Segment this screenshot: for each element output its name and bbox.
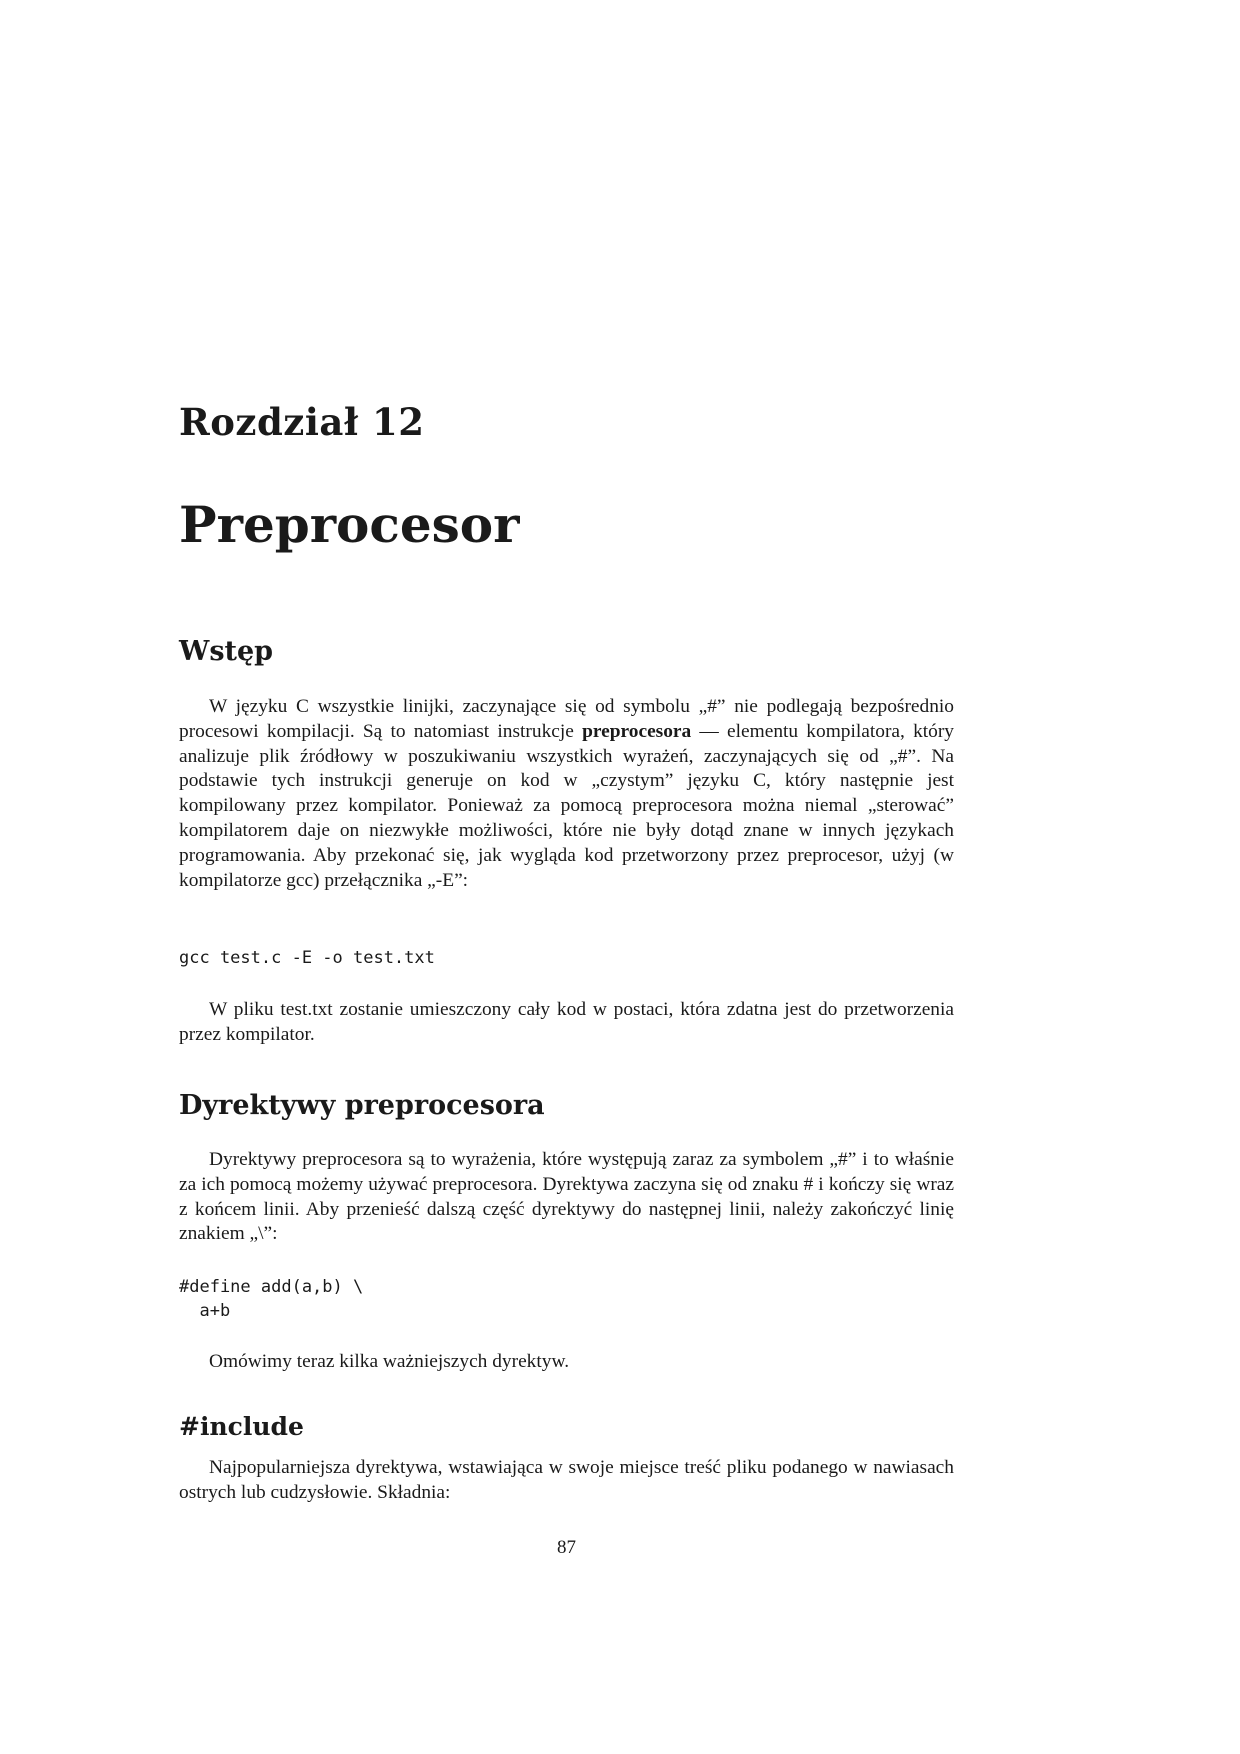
directives-paragraph [179, 1148, 954, 1247]
gcc-command-code: gcc test.c -E -o test.txt [179, 948, 435, 968]
preprocessor-term: preprocesora [582, 720, 692, 742]
intro-paragraph-text-start: W języku C wszystkie linijki, zaczynające się od symbolu „#” nie podlegają bezpośrednio procesowi kompilacji. Są to natomiast instrukcje [179, 696, 954, 742]
section-heading-intro: Wstęp [179, 636, 274, 667]
page-number: 87 [557, 1537, 576, 1558]
directives-paragraph-text: Dyrektywy preprocesora są to wyrażenia, które występują zaraz za symbolem „#” i to właśnie za ich pomocą możemy używać preprocesora. Dyrektywa zaczyna się od znaku # i kończy się wraz z końcem linii. Aby przenieść dalszą część dyrektywy do następnej linii, należy zakończyć linię znakiem „\”: [179, 1149, 954, 1245]
directives-paragraph-2-text: Omówimy teraz kilka ważniejszych dyrektyw. [209, 1351, 570, 1372]
intro-paragraph [179, 695, 954, 893]
intro-paragraph-2 [179, 998, 954, 1048]
define-code-line-2: a+b [179, 1301, 231, 1321]
section-heading-directives: Dyrektywy preprocesora [179, 1090, 545, 1121]
chapter-title: Preprocesor [179, 495, 520, 554]
include-paragraph-text: Najpopularniejsza dyrektywa, wstawiająca w swoje miejsce treść pliku podanego w nawiasach ostrych lub cudzysłowie. Składnia: [179, 1457, 954, 1503]
section-heading-include: #include [179, 1412, 304, 1441]
intro-paragraph-text-end: — elementu kompilatora, który analizuje plik źródłowy w poszukiwaniu wszystkich wyrażeń, zaczynających się od „#”. Na podstawie tych instrukcji generuje on kod w „czystym” języku C, który następnie jest kompilowany przez kompilator. Ponieważ za pomocą preprocesora można niemal „sterować” kompilatorem daje on niezwykłe możliwości, które nie były dotąd znane w innych językach programowania. Aby przekonać się, jak wygląda kod przetworzony przez preprocesor, użyj (w kompilatorze gcc) przełącznika „-E”: [179, 720, 954, 891]
book-page [179, 0, 954, 1754]
intro-paragraph-2-text: W pliku test.txt zostanie umieszczony cały kod w postaci, która zdatna jest do przetworzenia przez kompilator. [179, 999, 954, 1045]
include-paragraph [179, 1456, 954, 1506]
chapter-label: Rozdział 12 [179, 400, 425, 444]
directives-paragraph-2 [179, 1350, 954, 1375]
define-code-line-1: #define add(a,b) \ [179, 1277, 364, 1297]
